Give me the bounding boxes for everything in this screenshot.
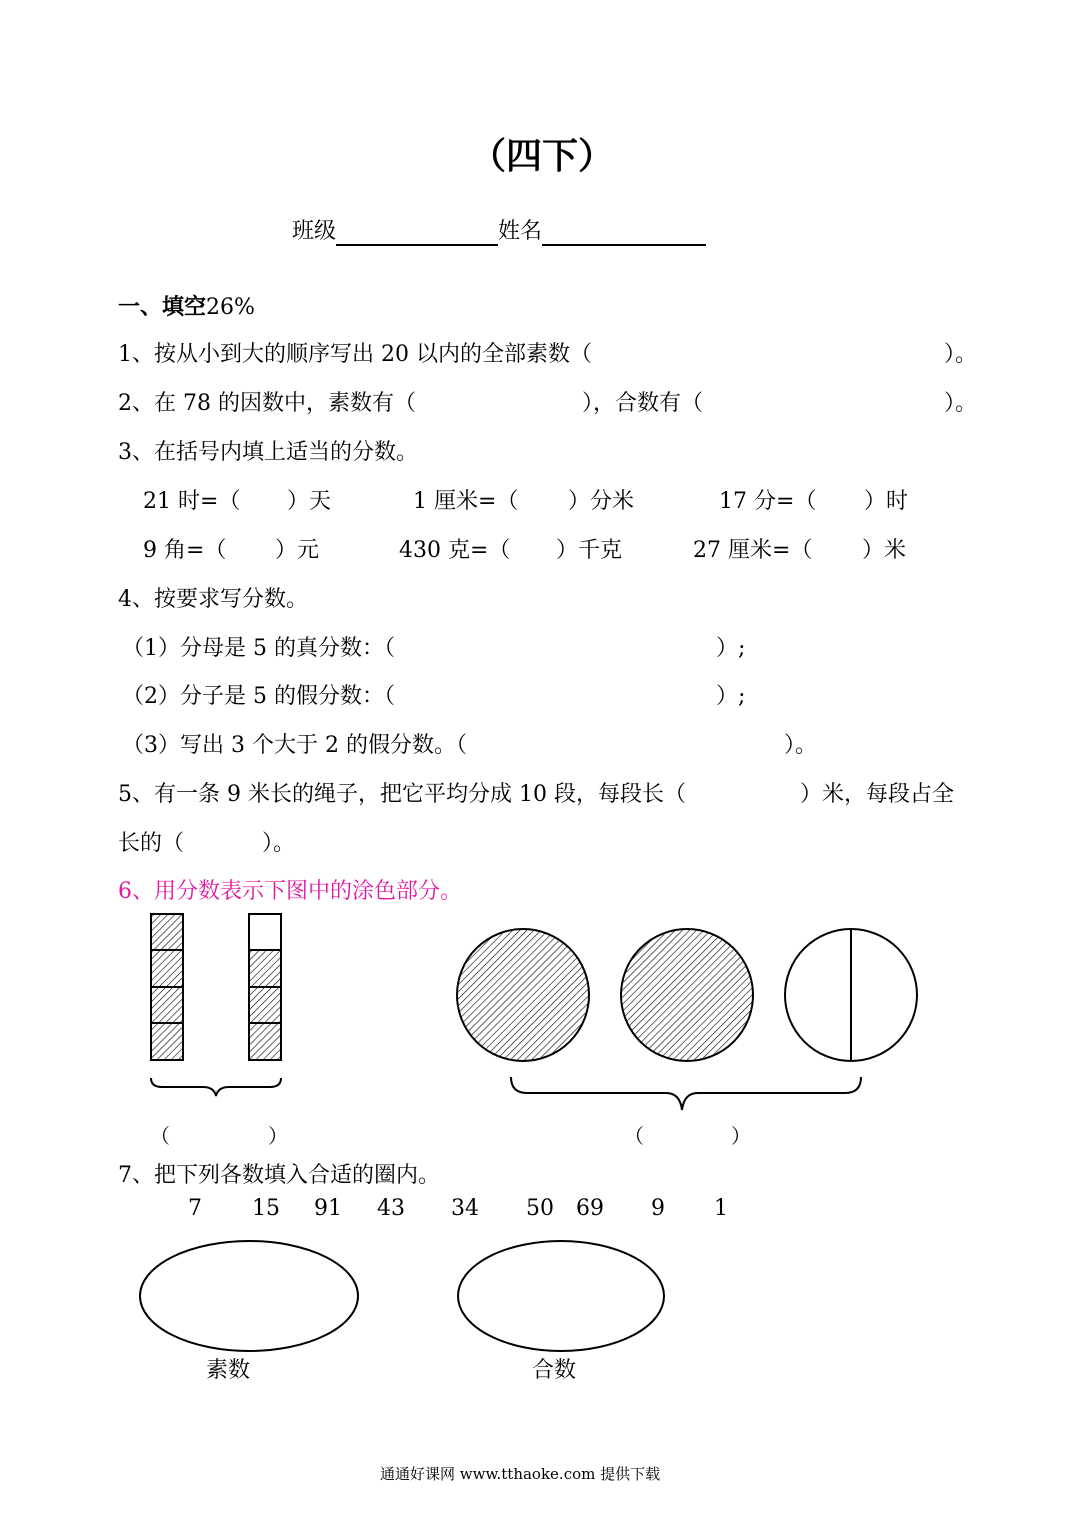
q7-number: 1 <box>714 1196 728 1221</box>
prime-oval-label: 素数 <box>206 1358 251 1383</box>
q4-part2: （2）分子是 5 的假分数：（ <box>122 684 395 709</box>
q2-text-c: ）。 <box>944 391 978 416</box>
q3-item: ）元 <box>275 538 320 563</box>
q3-item: 21 时=（ <box>143 489 241 514</box>
q5-line2b: ）。 <box>262 831 296 856</box>
q3-item: 430 克=（ <box>399 538 511 563</box>
q7-number: 34 <box>451 1196 479 1221</box>
q7-number: 7 <box>188 1196 202 1221</box>
q3-item: 1 厘米=（ <box>413 489 519 514</box>
page-title: （四下） <box>470 136 615 177</box>
q4-part3: （3）写出 3 个大于 2 的假分数。（ <box>122 733 467 758</box>
q3-item: ）米 <box>862 538 907 563</box>
name-label: 姓名 <box>498 219 543 244</box>
section-heading-percent: 26% <box>206 295 255 320</box>
footer-text: 通通好课网 www.tthaoke.com 提供下载 <box>380 1465 661 1483</box>
q1-text: 1、按从小到大的顺序写出 20 以内的全部素数（ <box>118 342 592 367</box>
q7-number: 9 <box>651 1196 665 1221</box>
q6-right-answer-open: （ <box>624 1124 644 1148</box>
bar-figure-1 <box>151 914 183 1060</box>
q3-item: ）时 <box>864 489 909 514</box>
q7-number: 91 <box>314 1196 342 1221</box>
right-brace <box>511 1077 861 1110</box>
q3-item: ）分米 <box>568 489 635 514</box>
q7-number: 69 <box>576 1196 604 1221</box>
left-brace <box>151 1078 281 1096</box>
q5-line1b: ）米，每段占全 <box>800 782 955 807</box>
q5-line2a: 长的（ <box>118 831 185 856</box>
q5-line1a: 5、有一条 9 米长的绳子，把它平均分成 10 段，每段长（ <box>118 782 686 807</box>
q4-part1-close: ）; <box>716 636 746 661</box>
q2-text-b: ），合数有（ <box>582 391 704 416</box>
q4-part3-close: ）。 <box>784 733 818 758</box>
q6-left-answer-open: （ <box>150 1124 170 1148</box>
class-label: 班级 <box>292 219 337 244</box>
q7-text: 7、把下列各数填入合适的圈内。 <box>118 1163 440 1188</box>
circle-figure-3 <box>785 929 917 1061</box>
q3-item: ）天 <box>287 489 332 514</box>
q3-item: 17 分=（ <box>719 489 817 514</box>
q6-right-answer-close: ） <box>731 1124 751 1148</box>
circle-figure-1 <box>457 929 589 1061</box>
q1-close: ）。 <box>944 342 978 367</box>
composite-oval[interactable] <box>458 1241 664 1351</box>
q4-part2-close: ）; <box>716 684 746 709</box>
q7-number: 15 <box>252 1196 280 1221</box>
q3-item: 27 厘米=（ <box>693 538 813 563</box>
q3-item: 9 角=（ <box>143 538 227 563</box>
prime-oval[interactable] <box>140 1241 358 1351</box>
composite-oval-label: 合数 <box>532 1358 577 1383</box>
bar-figure-2 <box>249 914 281 1060</box>
q3-item: ）千克 <box>556 538 623 563</box>
q4-text: 4、按要求写分数。 <box>118 587 308 612</box>
q7-number: 50 <box>526 1196 554 1221</box>
q7-number: 43 <box>377 1196 405 1221</box>
q2-text-a: 2、在 78 的因数中，素数有（ <box>118 391 416 416</box>
section-heading-label: 一、填空 <box>118 294 207 320</box>
q6-left-answer-close: ） <box>268 1124 288 1148</box>
circle-figure-2 <box>621 929 753 1061</box>
q3-text: 3、在括号内填上适当的分数。 <box>118 440 418 465</box>
q6-text: 6、用分数表示下图中的涂色部分。 <box>118 879 462 904</box>
q4-part1: （1）分母是 5 的真分数：（ <box>122 636 395 661</box>
